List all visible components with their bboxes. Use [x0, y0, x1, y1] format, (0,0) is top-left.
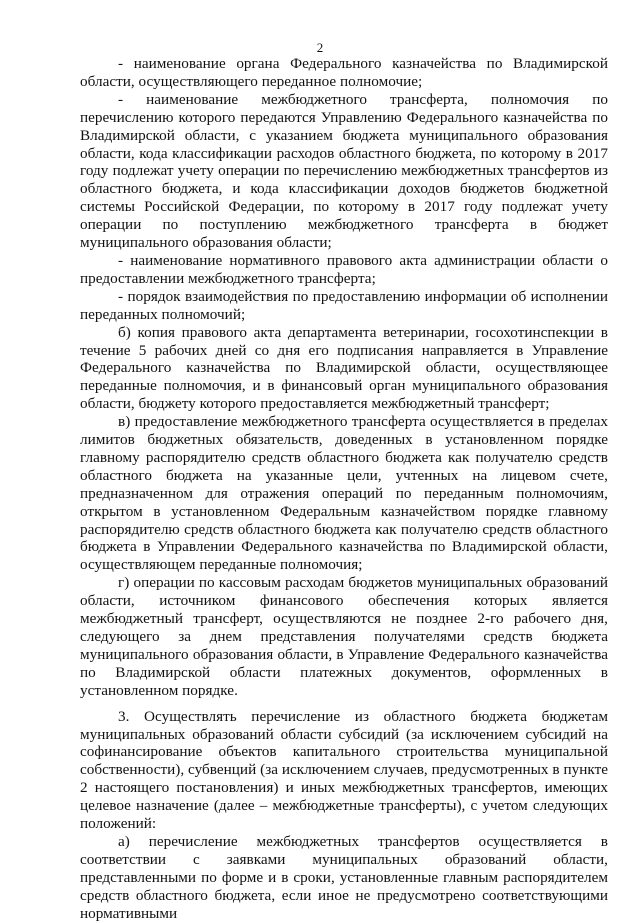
paragraph-b: б) копия правового акта департамента ветеринарии, госохотинспекции в течение 5 рабочих дней со дня его подписания направляется в Управление Федерального казначейства по Владимирской области, осуществляющее переданные полномочия, и в финансовый орган муниципального образования области, бюджету которого предоставляется межбюджетный трансферт; — [80, 323, 608, 413]
paragraph-3: 3. Осуществлять перечисление из областного бюджета бюджетам муниципальных образований области субсидий (за исключением субсидий на софинансирование объектов капитального строительства муниципальной собственности), субвенций (за исключением случаев, предусмотренных в пункте 2 настоящего постановления) и иных межбюджетных трансфертов, имеющих целевое назначение (далее – межбюджетные трансферты), с учетом следующих положений: — [80, 707, 608, 833]
list-item-interaction-procedure: - порядок взаимодействия по предоставлению информации об исполнении переданных полномочий; — [80, 287, 608, 323]
page-number: 2 — [316, 40, 324, 55]
list-item-normative-act: - наименование нормативного правового акта администрации области о предоставлении межбюджетного трансферта; — [80, 251, 608, 287]
list-item-treasury-body: - наименование органа Федерального казначейства по Владимирской области, осуществляющего переданное полномочие; — [80, 55, 608, 90]
paragraph-a: а) перечисление межбюджетных трансфертов осуществляется в соответствии с заявками муниципальных образований области, представленными по форме и в сроки, установленные главным распорядителем средств областного бюджета, если иное не предусмотрено соответствующими нормативными — [80, 832, 608, 922]
paragraph-g: г) операции по кассовым расходам бюджетов муниципальных образований области, источником финансового обеспечения которых является межбюджетный трансферт, осуществляются не позднее 2-го рабочего дня, следующего за днем представления получателями средств бюджета муниципального образования области, в Управление Федерального казначейства по Владимирской области платежных документов, оформленных в установленном порядке. — [80, 574, 608, 699]
paragraph-v: в) предоставление межбюджетного трансферта осуществляется в пределах лимитов бюджетных обязательств, доведенных в установленном порядке главному распорядителю средств областного бюджета как получателю средств областного бюджета на указанные цели, учтенных на лицевом счете, предназначенном для отражения операций по переданным полномочиям, открытом в установленном Федеральным казначейством порядке главному распорядителю средств областного бюджета как получателю средств областного бюджета в Управлении Федерального казначейства по Владимирской области, осуществляющем переданные полномочия; — [80, 413, 608, 574]
document-body — [80, 55, 608, 923]
list-item-transfer-name: - наименование межбюджетного трансферта, полномочия по перечислению которого передаются Управлению Федерального казначейства по Владимирской области, с указанием бюджета муниципального образования области, кода классификации расходов областного бюджета, по которому в 2017 году подлежат учету операции по перечислению межбюджетных трансфертов из областного бюджета, и кода классификации доходов бюджетов бюджетной системы Российской Федерации, по которому в 2017 году подлежат учету операции по поступлению межбюджетного трансферта в бюджет муниципального образования области; — [80, 90, 608, 252]
